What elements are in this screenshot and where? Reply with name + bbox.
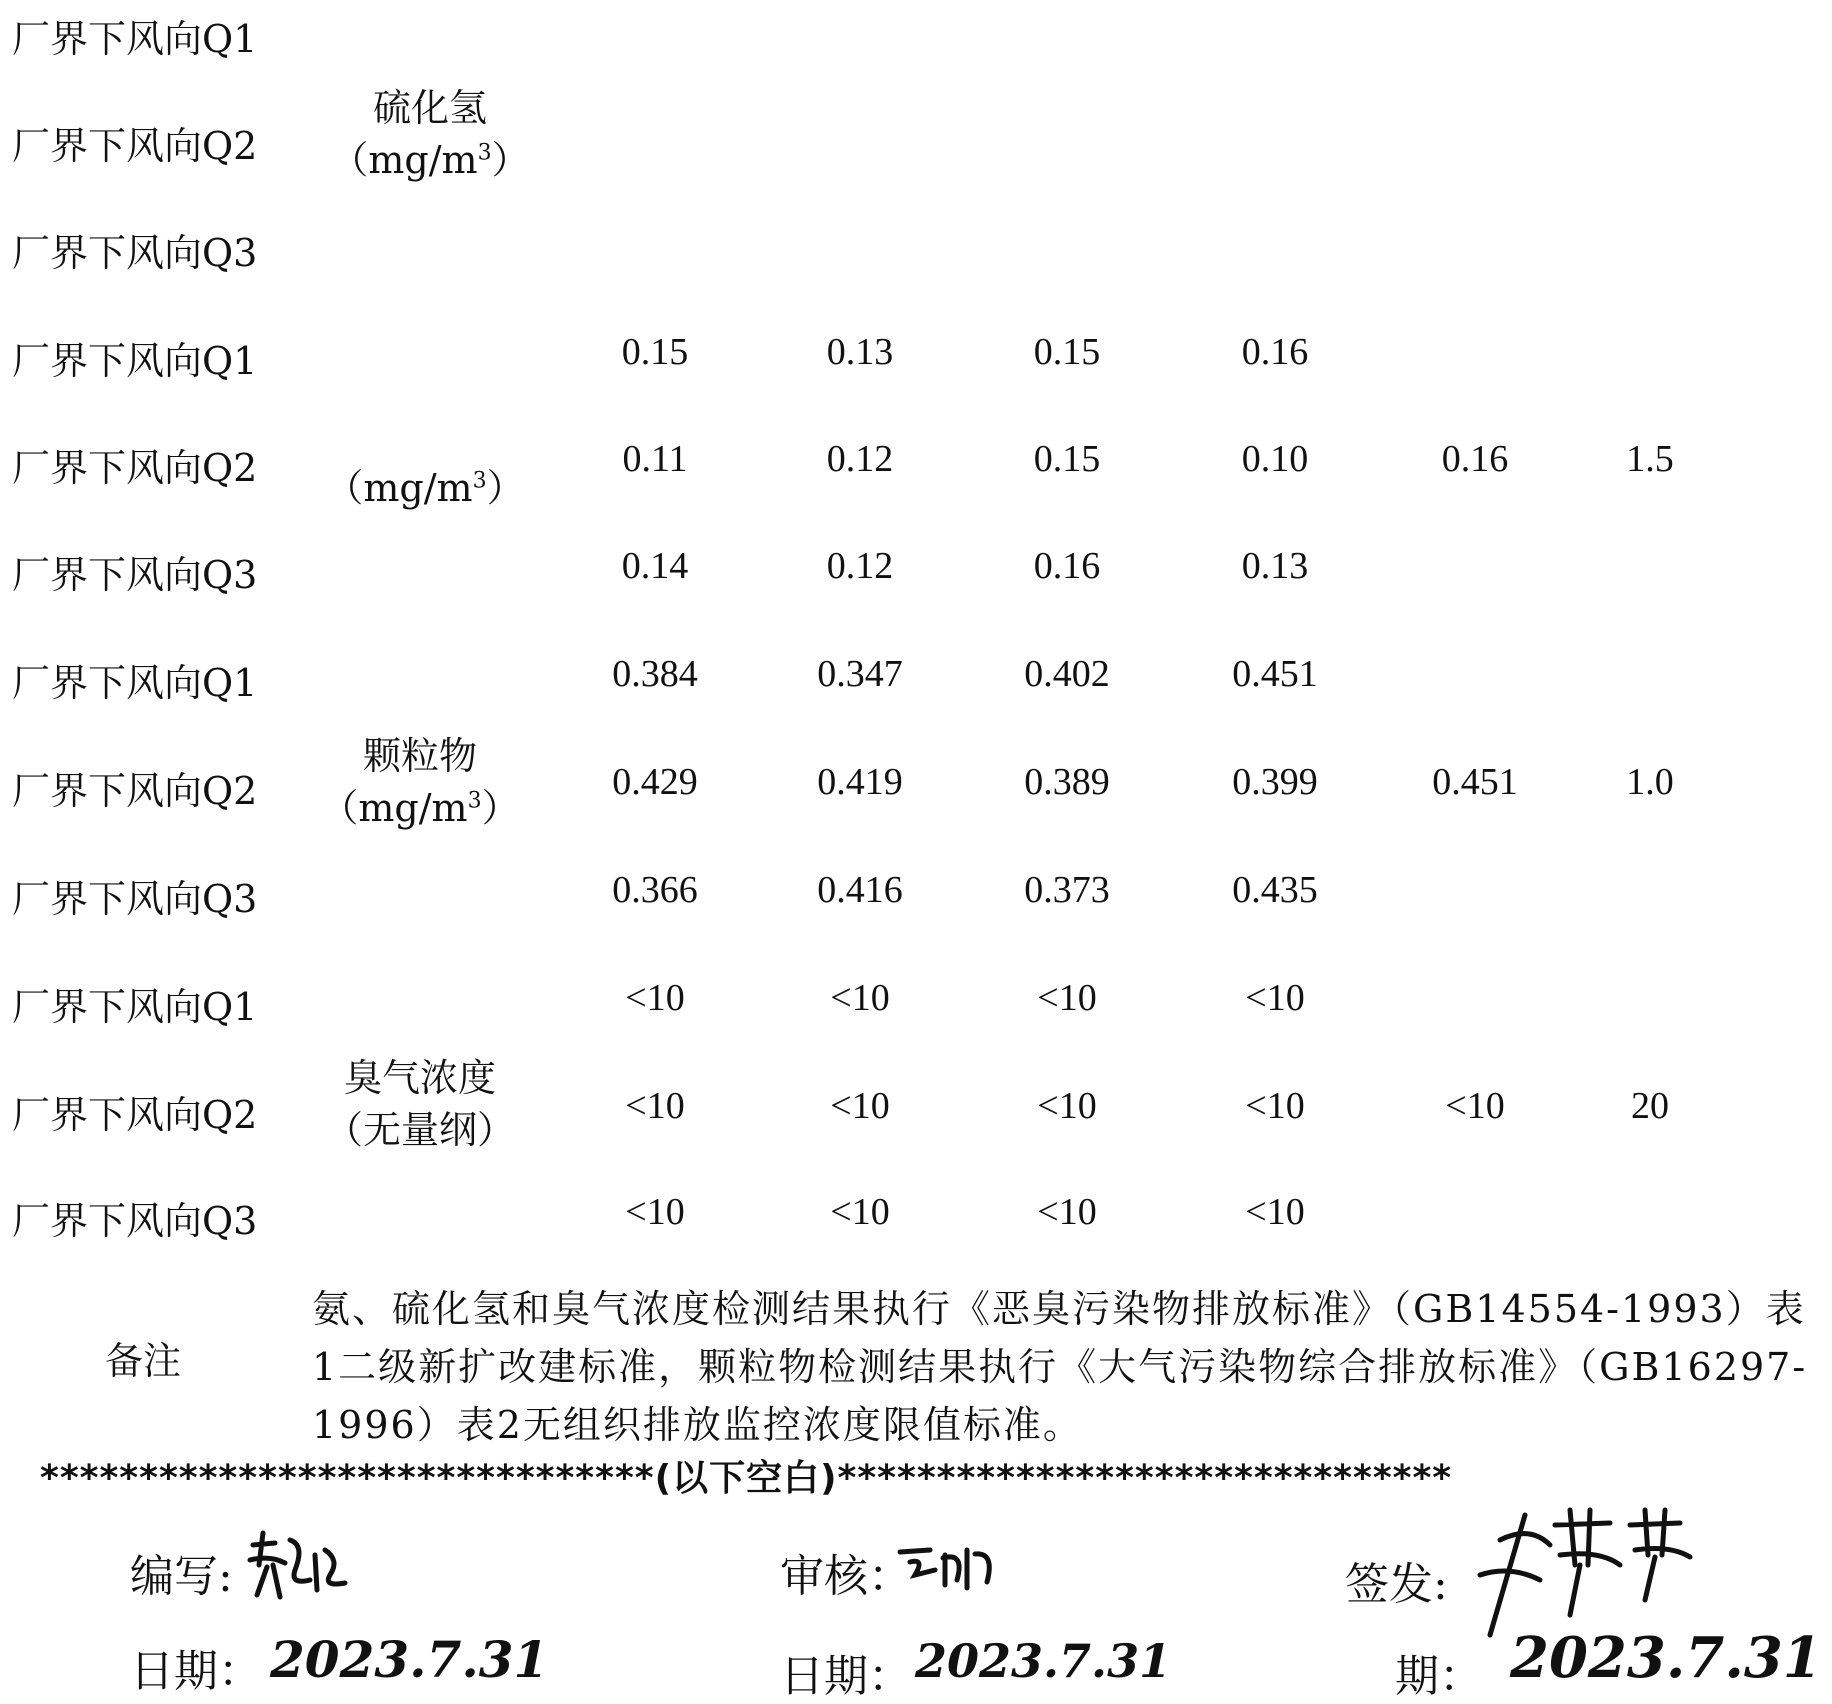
issuer-date-handwritten [1510, 1615, 1822, 1695]
row-value: 0.16 [1241, 331, 1309, 373]
row-value: <10 [830, 1191, 890, 1233]
row-value: 0.13 [1241, 545, 1309, 587]
author-label: 编写: [130, 1551, 233, 1602]
author-date-handwritten [270, 1622, 549, 1692]
row-value: <10 [1245, 977, 1305, 1019]
param-odor-name: 臭气浓度 [343, 1056, 496, 1100]
row-value: 0.435 [1232, 869, 1318, 911]
row-value: 0.389 [1024, 761, 1110, 803]
row-value: 0.10 [1241, 438, 1309, 480]
row-value: <10 [625, 977, 685, 1019]
row-location: 厂界下风向Q1 [12, 339, 258, 383]
param-group2-unit: $(mg/m^3)$ [325, 466, 525, 510]
row-max-value: <10 [1445, 1085, 1505, 1127]
author-signature [245, 1525, 365, 1605]
row-value: 0.366 [612, 869, 698, 911]
row-value: <10 [625, 1085, 685, 1127]
remark-label: 备注 [105, 1339, 182, 1383]
blank-marker: *******************************(以下空白)******************************* [40, 1458, 1453, 1499]
param-odor [300, 1052, 540, 1156]
row-value: <10 [1037, 1191, 1097, 1233]
row-value: 0.12 [826, 438, 894, 480]
row-value: 0.402 [1024, 653, 1110, 695]
row-value: 0.399 [1232, 761, 1318, 803]
row-value: 0.451 [1232, 653, 1318, 695]
row-value: <10 [830, 1085, 890, 1127]
row-max-value: 0.451 [1432, 761, 1518, 803]
row-limit-value: 1.5 [1626, 438, 1674, 480]
row-value: 0.373 [1024, 869, 1110, 911]
issuer-date-label: 期： [1395, 1651, 1483, 1702]
row-value: 0.16 [1033, 545, 1101, 587]
row-max-value: 0.16 [1441, 438, 1509, 480]
row-limit-value: 20 [1631, 1085, 1669, 1127]
row-limit-value: 1.0 [1626, 761, 1674, 803]
reviewer-date-handwritten [915, 1622, 1172, 1692]
row-location: 厂界下风向Q3 [12, 877, 258, 921]
row-location: 厂界下风向Q2 [12, 1093, 258, 1137]
row-value: 0.429 [612, 761, 698, 803]
row-value: 0.12 [826, 545, 894, 587]
row-value: 0.14 [621, 545, 689, 587]
svg-text:2023.7.31: 2023.7.31 [915, 1634, 1172, 1688]
row-value: 0.384 [612, 653, 698, 695]
row-value: 0.347 [817, 653, 903, 695]
row-location: 厂界下风向Q3 [12, 1199, 258, 1243]
svg-text:2023.7.31: 2023.7.31 [270, 1630, 549, 1689]
param-particulates [300, 730, 540, 834]
row-value: <10 [1037, 1085, 1097, 1127]
reviewer-label: 审核： [780, 1551, 912, 1602]
author-date-label: 日期： [130, 1646, 262, 1697]
row-location: 厂界下风向Q3 [12, 553, 258, 597]
row-location: 厂界下风向Q3 [12, 231, 258, 275]
row-location: 厂界下风向Q1 [12, 661, 258, 705]
row-value: <10 [830, 977, 890, 1019]
row-value: 0.13 [826, 331, 894, 373]
param-h2s-unit: $(mg/m^3)$ [330, 138, 530, 182]
param-particulates-unit: $(mg/m^3)$ [320, 786, 520, 830]
row-value: 0.15 [621, 331, 689, 373]
row-value: <10 [1245, 1191, 1305, 1233]
remark-text: 氨、硫化氢和臭气浓度检测结果执行《恶臭污染物排放标准》（GB14554-1993）表1二级新扩改建标准，颗粒物检测结果执行《大气污染物综合排放标准》（GB16297-1996）表2无组织排放监控浓度限值标准。 [312, 1287, 1808, 1447]
param-h2s [310, 82, 550, 186]
reviewer-date-label: 日期： [780, 1651, 912, 1702]
reviewer-signature [895, 1540, 1005, 1600]
row-value: 0.419 [817, 761, 903, 803]
svg-text:2023.7.31: 2023.7.31 [1510, 1625, 1822, 1691]
row-location: 厂界下风向Q2 [12, 769, 258, 813]
issuer-label: 签发: [1345, 1559, 1448, 1610]
row-value: 0.15 [1033, 331, 1101, 373]
row-value: 0.11 [622, 438, 688, 480]
row-location: 厂界下风向Q1 [12, 985, 258, 1029]
row-value: <10 [625, 1191, 685, 1233]
row-value: <10 [1037, 977, 1097, 1019]
row-value: 0.416 [817, 869, 903, 911]
param-odor-unit: （无量纲） [324, 1108, 515, 1152]
row-value: <10 [1245, 1085, 1305, 1127]
row-location: 厂界下风向Q1 [12, 17, 258, 61]
row-location: 厂界下风向Q2 [12, 446, 258, 490]
param-h2s-name: 硫化氢 [372, 86, 487, 130]
row-value: 0.15 [1033, 438, 1101, 480]
row-location: 厂界下风向Q2 [12, 124, 258, 168]
param-particulates-name: 颗粒物 [362, 734, 477, 778]
